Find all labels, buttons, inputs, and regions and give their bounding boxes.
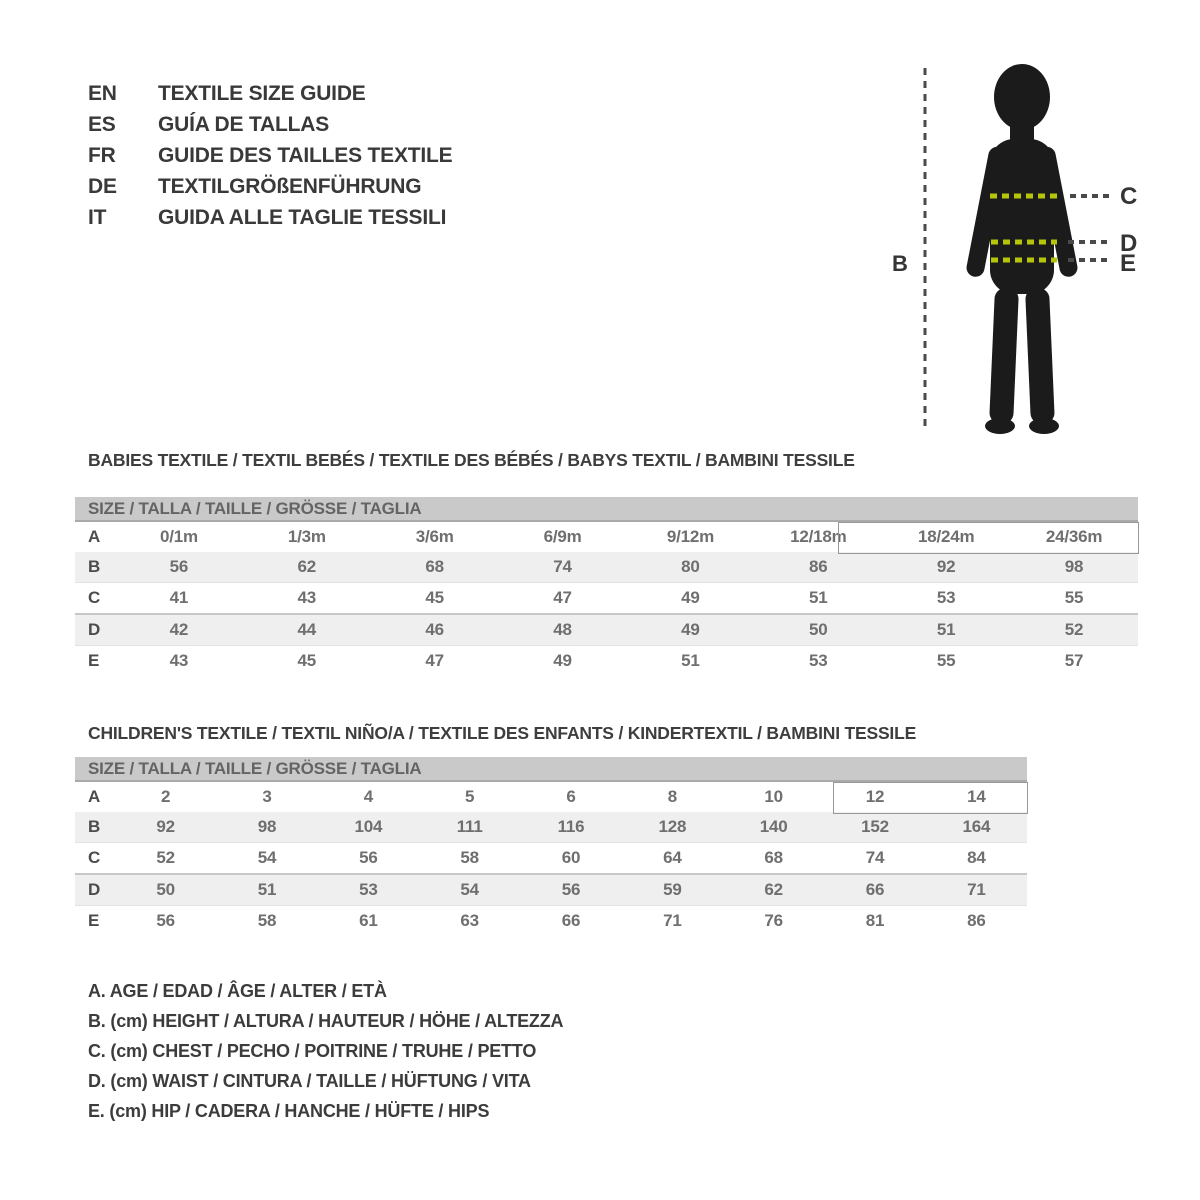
table-cell: 4 bbox=[363, 787, 373, 806]
lang-title: TEXTILE SIZE GUIDE bbox=[158, 82, 366, 105]
table-cell: 50 bbox=[156, 880, 175, 899]
table-cell: 74 bbox=[553, 557, 572, 576]
table-row-B bbox=[75, 812, 1027, 843]
table-cell: 24/36m bbox=[1045, 527, 1103, 546]
table-cell: 45 bbox=[297, 651, 317, 670]
lang-row-it bbox=[88, 202, 452, 233]
table-cell: 98 bbox=[257, 817, 277, 836]
table-size-header: SIZE / TALLA / TAILLE / GRÖSSE / TAGLIA bbox=[75, 757, 1027, 782]
table-cell: 46 bbox=[425, 620, 444, 639]
table-cell: 61 bbox=[359, 911, 378, 930]
table-cell: 56 bbox=[359, 848, 378, 867]
table-cell: 59 bbox=[663, 880, 682, 899]
table-cell: 6/9m bbox=[543, 527, 582, 546]
child-silhouette bbox=[965, 64, 1079, 434]
table-cell: 1/3m bbox=[287, 527, 326, 546]
table-cell: 49 bbox=[553, 651, 572, 670]
table-cell: 49 bbox=[681, 620, 700, 639]
table-cell: 12 bbox=[865, 787, 885, 806]
table-cell: 58 bbox=[460, 848, 479, 867]
table-cell: 6 bbox=[566, 787, 576, 806]
table-cell: 10 bbox=[764, 787, 783, 806]
table-cell: 63 bbox=[460, 911, 479, 930]
lang-row-de bbox=[88, 171, 452, 202]
table-cell: 81 bbox=[865, 911, 885, 930]
table-row-C bbox=[75, 583, 1138, 615]
lang-title: GUIDA ALLE TAGLIE TESSILI bbox=[158, 206, 447, 229]
table-cell: 53 bbox=[359, 880, 378, 899]
table-cell: 51 bbox=[257, 880, 277, 899]
selected-size-box bbox=[833, 782, 1028, 814]
table-cell: 68 bbox=[764, 848, 783, 867]
measurement-legend bbox=[88, 976, 563, 1126]
lang-row-fr bbox=[88, 140, 452, 171]
table-cell: 86 bbox=[809, 557, 828, 576]
row-label: A bbox=[88, 527, 101, 546]
waist-label: D bbox=[1120, 230, 1138, 257]
table-cell: 98 bbox=[1064, 557, 1084, 576]
table-cell: 2 bbox=[161, 787, 171, 806]
table-cell: 128 bbox=[658, 817, 687, 836]
table-cell: 9/12m bbox=[666, 527, 715, 546]
lang-title: GUIDE DES TAILLES TEXTILE bbox=[158, 144, 453, 167]
lang-title: GUÍA DE TALLAS bbox=[158, 113, 330, 136]
table-cell: 51 bbox=[681, 651, 700, 670]
table-cell: 51 bbox=[936, 620, 956, 639]
language-title-list bbox=[88, 78, 452, 233]
table-cell: 42 bbox=[169, 620, 189, 639]
row-label: A bbox=[88, 787, 101, 806]
table-cell: 116 bbox=[557, 817, 585, 836]
table-cell: 54 bbox=[460, 880, 479, 899]
table-cell: 111 bbox=[456, 817, 483, 836]
table-cell: 44 bbox=[297, 620, 317, 639]
table-cell: 56 bbox=[169, 557, 189, 576]
table-row-E bbox=[75, 906, 1027, 936]
table-cell: 53 bbox=[809, 651, 828, 670]
lang-code: FR bbox=[88, 144, 116, 167]
table-cell: 18/24m bbox=[917, 527, 975, 546]
table-cell: 68 bbox=[425, 557, 444, 576]
table-size-header: SIZE / TALLA / TAILLE / GRÖSSE / TAGLIA bbox=[75, 497, 1138, 522]
table-cell: 12/18m bbox=[790, 527, 847, 546]
table-cell: 3 bbox=[262, 787, 272, 806]
babies-size-table bbox=[75, 497, 1138, 676]
legend-waist: D. (cm) WAIST / CINTURA / TAILLE / HÜFTUNG / VITA bbox=[88, 1071, 531, 1091]
row-label: D bbox=[88, 880, 101, 899]
children-section-heading: CHILDREN'S TEXTILE / TEXTIL NIÑO/A / TEXTILE DES ENFANTS / KINDERTEXTIL / BAMBINI TESSILE bbox=[88, 723, 917, 743]
table-cell: 84 bbox=[967, 848, 986, 867]
table-cell: 62 bbox=[764, 880, 783, 899]
table-cell: 55 bbox=[936, 651, 956, 670]
table-cell: 80 bbox=[681, 557, 700, 576]
table-cell: 62 bbox=[297, 557, 317, 576]
table-cell: 49 bbox=[681, 588, 700, 607]
children-size-table bbox=[75, 757, 1027, 936]
row-label: B bbox=[88, 557, 101, 576]
legend-age: A. AGE / EDAD / ÂGE / ALTER / ETÀ bbox=[88, 981, 387, 1001]
row-label: D bbox=[88, 620, 101, 639]
legend-chest: C. (cm) CHEST / PECHO / POITRINE / TRUHE / PETTO bbox=[88, 1041, 537, 1061]
table-cell: 71 bbox=[663, 911, 682, 930]
table-cell: 52 bbox=[156, 848, 175, 867]
table-cell: 92 bbox=[156, 817, 175, 836]
table-cell: 0/1m bbox=[159, 527, 198, 546]
table-cell: 41 bbox=[169, 588, 189, 607]
table-cell: 47 bbox=[425, 651, 444, 670]
table-cell: 74 bbox=[865, 848, 885, 867]
lang-title: TEXTILGRÖßENFÜHRUNG bbox=[158, 175, 422, 198]
table-cell: 52 bbox=[1064, 620, 1084, 639]
lang-code: EN bbox=[88, 82, 117, 105]
lang-code: DE bbox=[88, 175, 117, 198]
table-row-B bbox=[75, 552, 1138, 583]
table-row-D bbox=[75, 615, 1138, 646]
row-label: E bbox=[88, 911, 100, 930]
table-cell: 14 bbox=[967, 787, 986, 806]
lang-row-en bbox=[88, 78, 452, 109]
legend-height: B. (cm) HEIGHT / ALTURA / HAUTEUR / HÖHE / ALTEZZA bbox=[88, 1011, 564, 1031]
table-row-C bbox=[75, 843, 1027, 875]
legend-hip: E. (cm) HIP / CADERA / HANCHE / HÜFTE / HIPS bbox=[88, 1101, 490, 1121]
table-cell: 58 bbox=[257, 911, 277, 930]
table-cell: 104 bbox=[354, 817, 383, 836]
table-cell: 76 bbox=[764, 911, 783, 930]
table-cell: 8 bbox=[667, 787, 677, 806]
table-cell: 92 bbox=[936, 557, 956, 576]
row-label: E bbox=[88, 651, 100, 670]
hip-label: E bbox=[1120, 250, 1136, 277]
table-cell: 5 bbox=[465, 787, 475, 806]
table-cell: 86 bbox=[967, 911, 986, 930]
table-cell: 43 bbox=[297, 588, 317, 607]
chest-label: C bbox=[1120, 183, 1138, 210]
lang-code: ES bbox=[88, 113, 116, 136]
row-label: B bbox=[88, 817, 101, 836]
table-cell: 152 bbox=[861, 817, 889, 836]
table-cell: 56 bbox=[156, 911, 175, 930]
row-label: C bbox=[88, 588, 101, 607]
table-cell: 53 bbox=[936, 588, 956, 607]
babies-section-heading: BABIES TEXTILE / TEXTIL BEBÉS / TEXTILE DES BÉBÉS / BABYS TEXTIL / BAMBINI TESSILE bbox=[88, 450, 855, 470]
selected-size-box bbox=[838, 522, 1139, 554]
table-cell: 47 bbox=[553, 588, 572, 607]
height-label: B bbox=[892, 251, 908, 276]
table-cell: 140 bbox=[759, 817, 788, 836]
child-measurement-diagram bbox=[870, 40, 1200, 460]
lang-code: IT bbox=[88, 206, 107, 229]
table-cell: 66 bbox=[865, 880, 885, 899]
table-cell: 50 bbox=[809, 620, 828, 639]
table-cell: 164 bbox=[962, 817, 991, 836]
table-cell: 56 bbox=[561, 880, 581, 899]
table-cell: 48 bbox=[553, 620, 572, 639]
table-row-D bbox=[75, 875, 1027, 906]
table-cell: 3/6m bbox=[415, 527, 454, 546]
lang-row-es bbox=[88, 109, 452, 140]
table-cell: 51 bbox=[809, 588, 828, 607]
table-cell: 43 bbox=[169, 651, 189, 670]
table-cell: 57 bbox=[1064, 651, 1084, 670]
table-row-E bbox=[75, 646, 1138, 676]
table-cell: 60 bbox=[561, 848, 581, 867]
table-cell: 66 bbox=[561, 911, 581, 930]
table-cell: 71 bbox=[967, 880, 986, 899]
table-cell: 45 bbox=[425, 588, 444, 607]
table-cell: 64 bbox=[663, 848, 682, 867]
table-cell: 55 bbox=[1064, 588, 1084, 607]
table-cell: 54 bbox=[257, 848, 277, 867]
row-label: C bbox=[88, 848, 101, 867]
